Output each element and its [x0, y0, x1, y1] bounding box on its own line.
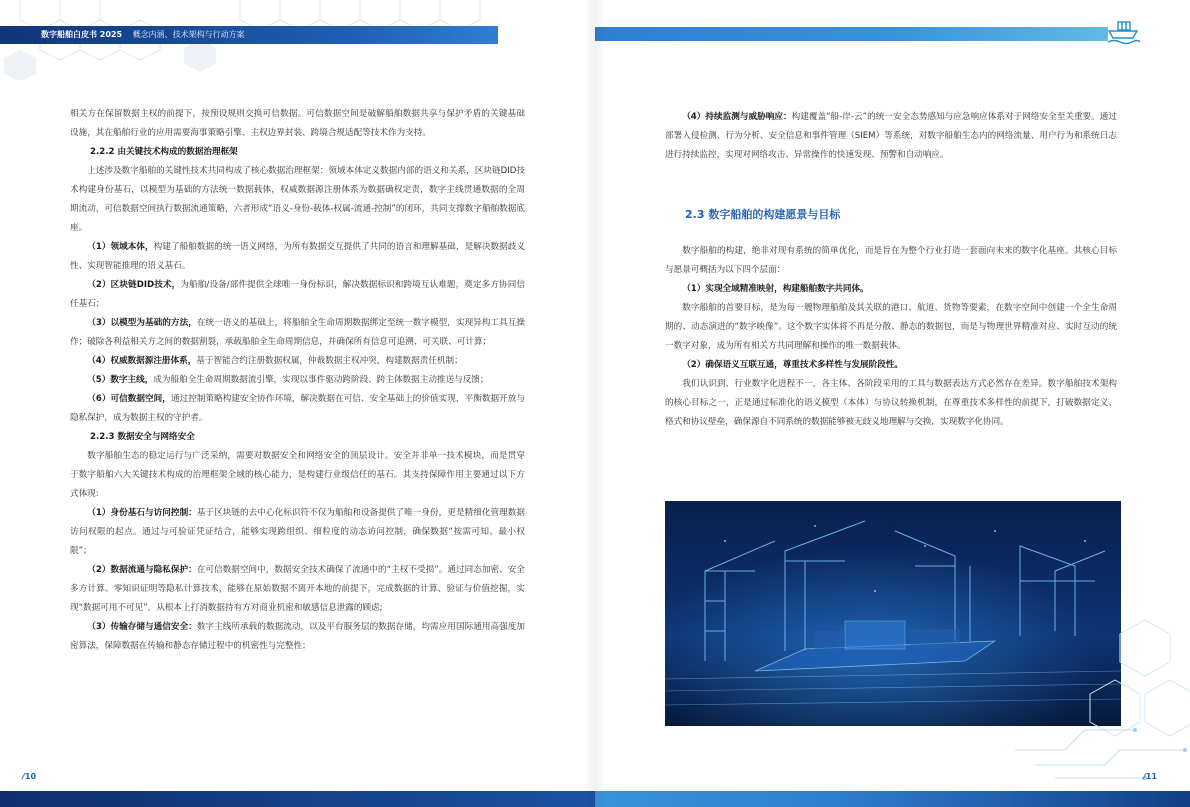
- item-text: 构建覆盖“船-岸-云”的统一安全态势感知与应急响应体系对于网络安全至关重要。通过部署入侵检测、行为分析、安全信息和事件管理（SIEM）等系统，对数字船舶生态内的网络流量、用户行为和系统日志进行持续监控，实现对网络攻击、异常操作的快速发现、预警和自动响应。: [665, 112, 1118, 160]
- goal-1-title: （1）实现全域精准映射，构建船舶数字共同体。: [682, 284, 869, 294]
- item-lead: （3）传输存储与通信安全：: [87, 622, 197, 632]
- running-header: [41, 29, 245, 40]
- book-spine-shadow: [585, 0, 605, 807]
- footer-bar: [595, 791, 1190, 807]
- item-text: 构建了船舶数据的统一语义网络，为所有数据交互提供了共同的语言和理解基础，是解决数据歧义性、实现智能推理的语义基石。: [70, 242, 525, 271]
- right-body: [665, 242, 1117, 432]
- ship-logo-icon: [1106, 18, 1140, 46]
- list-item: [70, 371, 525, 390]
- heading-2-2-2: 2.2.2 由关键技术构成的数据治理框架: [90, 147, 238, 157]
- left-body: [70, 105, 525, 656]
- page-number-left: /10: [22, 772, 37, 781]
- list-item: [70, 314, 525, 352]
- goal-2-title: （2）确保语义互联互通，尊重技术多样性与发展阶段性。: [682, 360, 904, 370]
- item-text: 成为船舶全生命周期数据流引擎，实现以事件驱动跨阶段、跨主体数据主动推送与反馈；: [153, 375, 489, 385]
- slash-icon: /: [1143, 772, 1146, 781]
- list-item: [70, 276, 525, 314]
- right-page: [595, 0, 1190, 807]
- circuit-hexagon-decoration: [995, 600, 1190, 791]
- item-lead: （5）数字主线，: [87, 375, 154, 385]
- section-intro: 数字船舶的构建，绝非对现有系统的简单优化，而是旨在为整个行业打造一套面向未来的数字化基座。其核心目标与愿景可概括为以下四个层面：: [665, 246, 1117, 275]
- list-item: [70, 390, 525, 428]
- footer-bar: [0, 791, 595, 807]
- list-item: [70, 618, 525, 656]
- paragraph-2-2-3: 数字船舶生态的稳定运行与广泛采纳，需要对数据安全和网络安全的顶层设计。安全并非单一技术模块，而是贯穿于数字船舶六大关键技术构成的治理框架全域的核心能力，是构建行业级信任的基石。其支持保障作用主要通过以下方式体现:: [70, 451, 525, 499]
- paragraph-2-2-2: 上述涉及数字船舶的关键性技术共同构成了核心数据治理框架：领域本体定义数据内部的语义和关系，区块链DID技术构建身份基石，以模型为基础的方法统一数据载体，权威数据源注册体系为数据确权定责，数字主线贯通数据的全周期流动，可信数据空间执行数据流通策略，六者形成“语义-身份-载体-权属-流通-控制”的闭环，共同支撑数字船舶数据底座。: [70, 166, 525, 233]
- heading-2-2-3: 2.2.3 数据安全与网络安全: [90, 432, 195, 442]
- item-text: 数字主线所承载的数据流动，以及平台服务层的数据存储，均需应用国际通用高强度加密算法，保障数据在传输和静态存储过程中的机密性与完整性；: [70, 622, 525, 651]
- header-bar: [595, 27, 1108, 41]
- intro-paragraph: 相关方在保留数据主权的前提下，按预设规则交换可信数据。可信数据空间是破解船舶数据共享与保护矛盾的关键基础设施，其在船舶行业的应用需要海事策略引擎、主权边界封装、跨境合规适配等技术作为支持。: [70, 109, 525, 138]
- item-text: 在可信数据空间中，数据安全技术确保了流通中的“主权不受损”。通过同态加密、安全多方计算、零知识证明等隐私计算技术，能够在原始数据不离开本地的前提下，完成数据的计算、验证与价值挖掘，实现“数据可用不可见”，从根本上打消数据持有方对商业机密和敏感信息泄露的顾虑;: [70, 565, 526, 613]
- goal-1-text: 数字船舶的首要目标，是为每一艘物理船舶及其关联的港口、航道、货物等要素，在数字空间中创建一个全生命周期的、动态演进的“数字映像”。这个数字实体将不再是分散、静态的数据包，而是与物理世界精准对应、实时互动的统一数字对象，成为所有相关方共同理解和操作的唯一数据载体。: [665, 303, 1117, 351]
- page-number-right: /11: [1143, 772, 1158, 781]
- section-title: 2.3 数字船舶的构建愿景与目标: [685, 208, 841, 221]
- item-text: 基于智能合约注册数据权属，仲裁数据主权冲突，构建数据责任机制；: [196, 356, 463, 366]
- item-lead: （6）可信数据空间，: [87, 394, 171, 404]
- item-lead: （2）数据流通与隐私保护：: [87, 565, 197, 575]
- item-text: 为船舶/设备/部件提供全球唯一身份标识，解决数据标识和跨境互认难题，奠定多方协同信任基石；: [70, 280, 526, 309]
- item-text: 在统一语义的基础上，将船舶全生命周期数据绑定至统一数字模型，实现异构工具互操作；破除各利益相关方之间的数据割裂，承载船舶全生命周期信息，并确保所有信息可追溯、可关联、可计算；: [70, 318, 525, 347]
- list-item: [665, 108, 1117, 165]
- item-lead: （1）身份基石与访问控制：: [87, 508, 197, 518]
- item-lead: （3）以模型为基础的方法，: [87, 318, 197, 328]
- item-text: 通过控制策略构建安全协作环境，解决数据在可信、安全基础上的价值实现，平衡数据开放与隐私保护，成为数据主权的守护者。: [70, 394, 525, 423]
- header-title: 数字船舶白皮书 2025: [41, 30, 123, 39]
- item-text: 基于区块链的去中心化标识符不仅为船舶和设备提供了唯一身份，更是精细化管理数据访问权限的起点。通过与可验证凭证结合，能够实现跨组织、细粒度的动态访问控制，确保数据“按需可知、最小权限”；: [70, 508, 525, 556]
- right-body-top: [665, 108, 1117, 165]
- item-lead: （1）领域本体，: [87, 242, 154, 252]
- list-item: [70, 238, 525, 276]
- list-item: [70, 504, 525, 561]
- item-lead: （4）持续监测与威胁响应：: [682, 112, 792, 122]
- slash-icon: /: [22, 772, 25, 781]
- list-item: [70, 352, 525, 371]
- item-lead: （4）权威数据源注册体系，: [87, 356, 197, 366]
- list-item: [70, 561, 525, 618]
- item-lead: （2）区块链DID技术，: [87, 280, 181, 290]
- goal-2-text: 我们认识到，行业数字化进程不一，各主体、各阶段采用的工具与数据表达方式必然存在差异。数字船舶技术架构的核心目标之一，正是通过标准化的语义模型（本体）与协议转换机制，在尊重技术多样性的前提下，打破数据定义、格式和协议壁垒，确保源自不同系统的数据能够被无歧义地理解与交换，实现数字化协同。: [665, 379, 1117, 427]
- header-subtitle: 概念内涵、技术架构与行动方案: [132, 30, 245, 39]
